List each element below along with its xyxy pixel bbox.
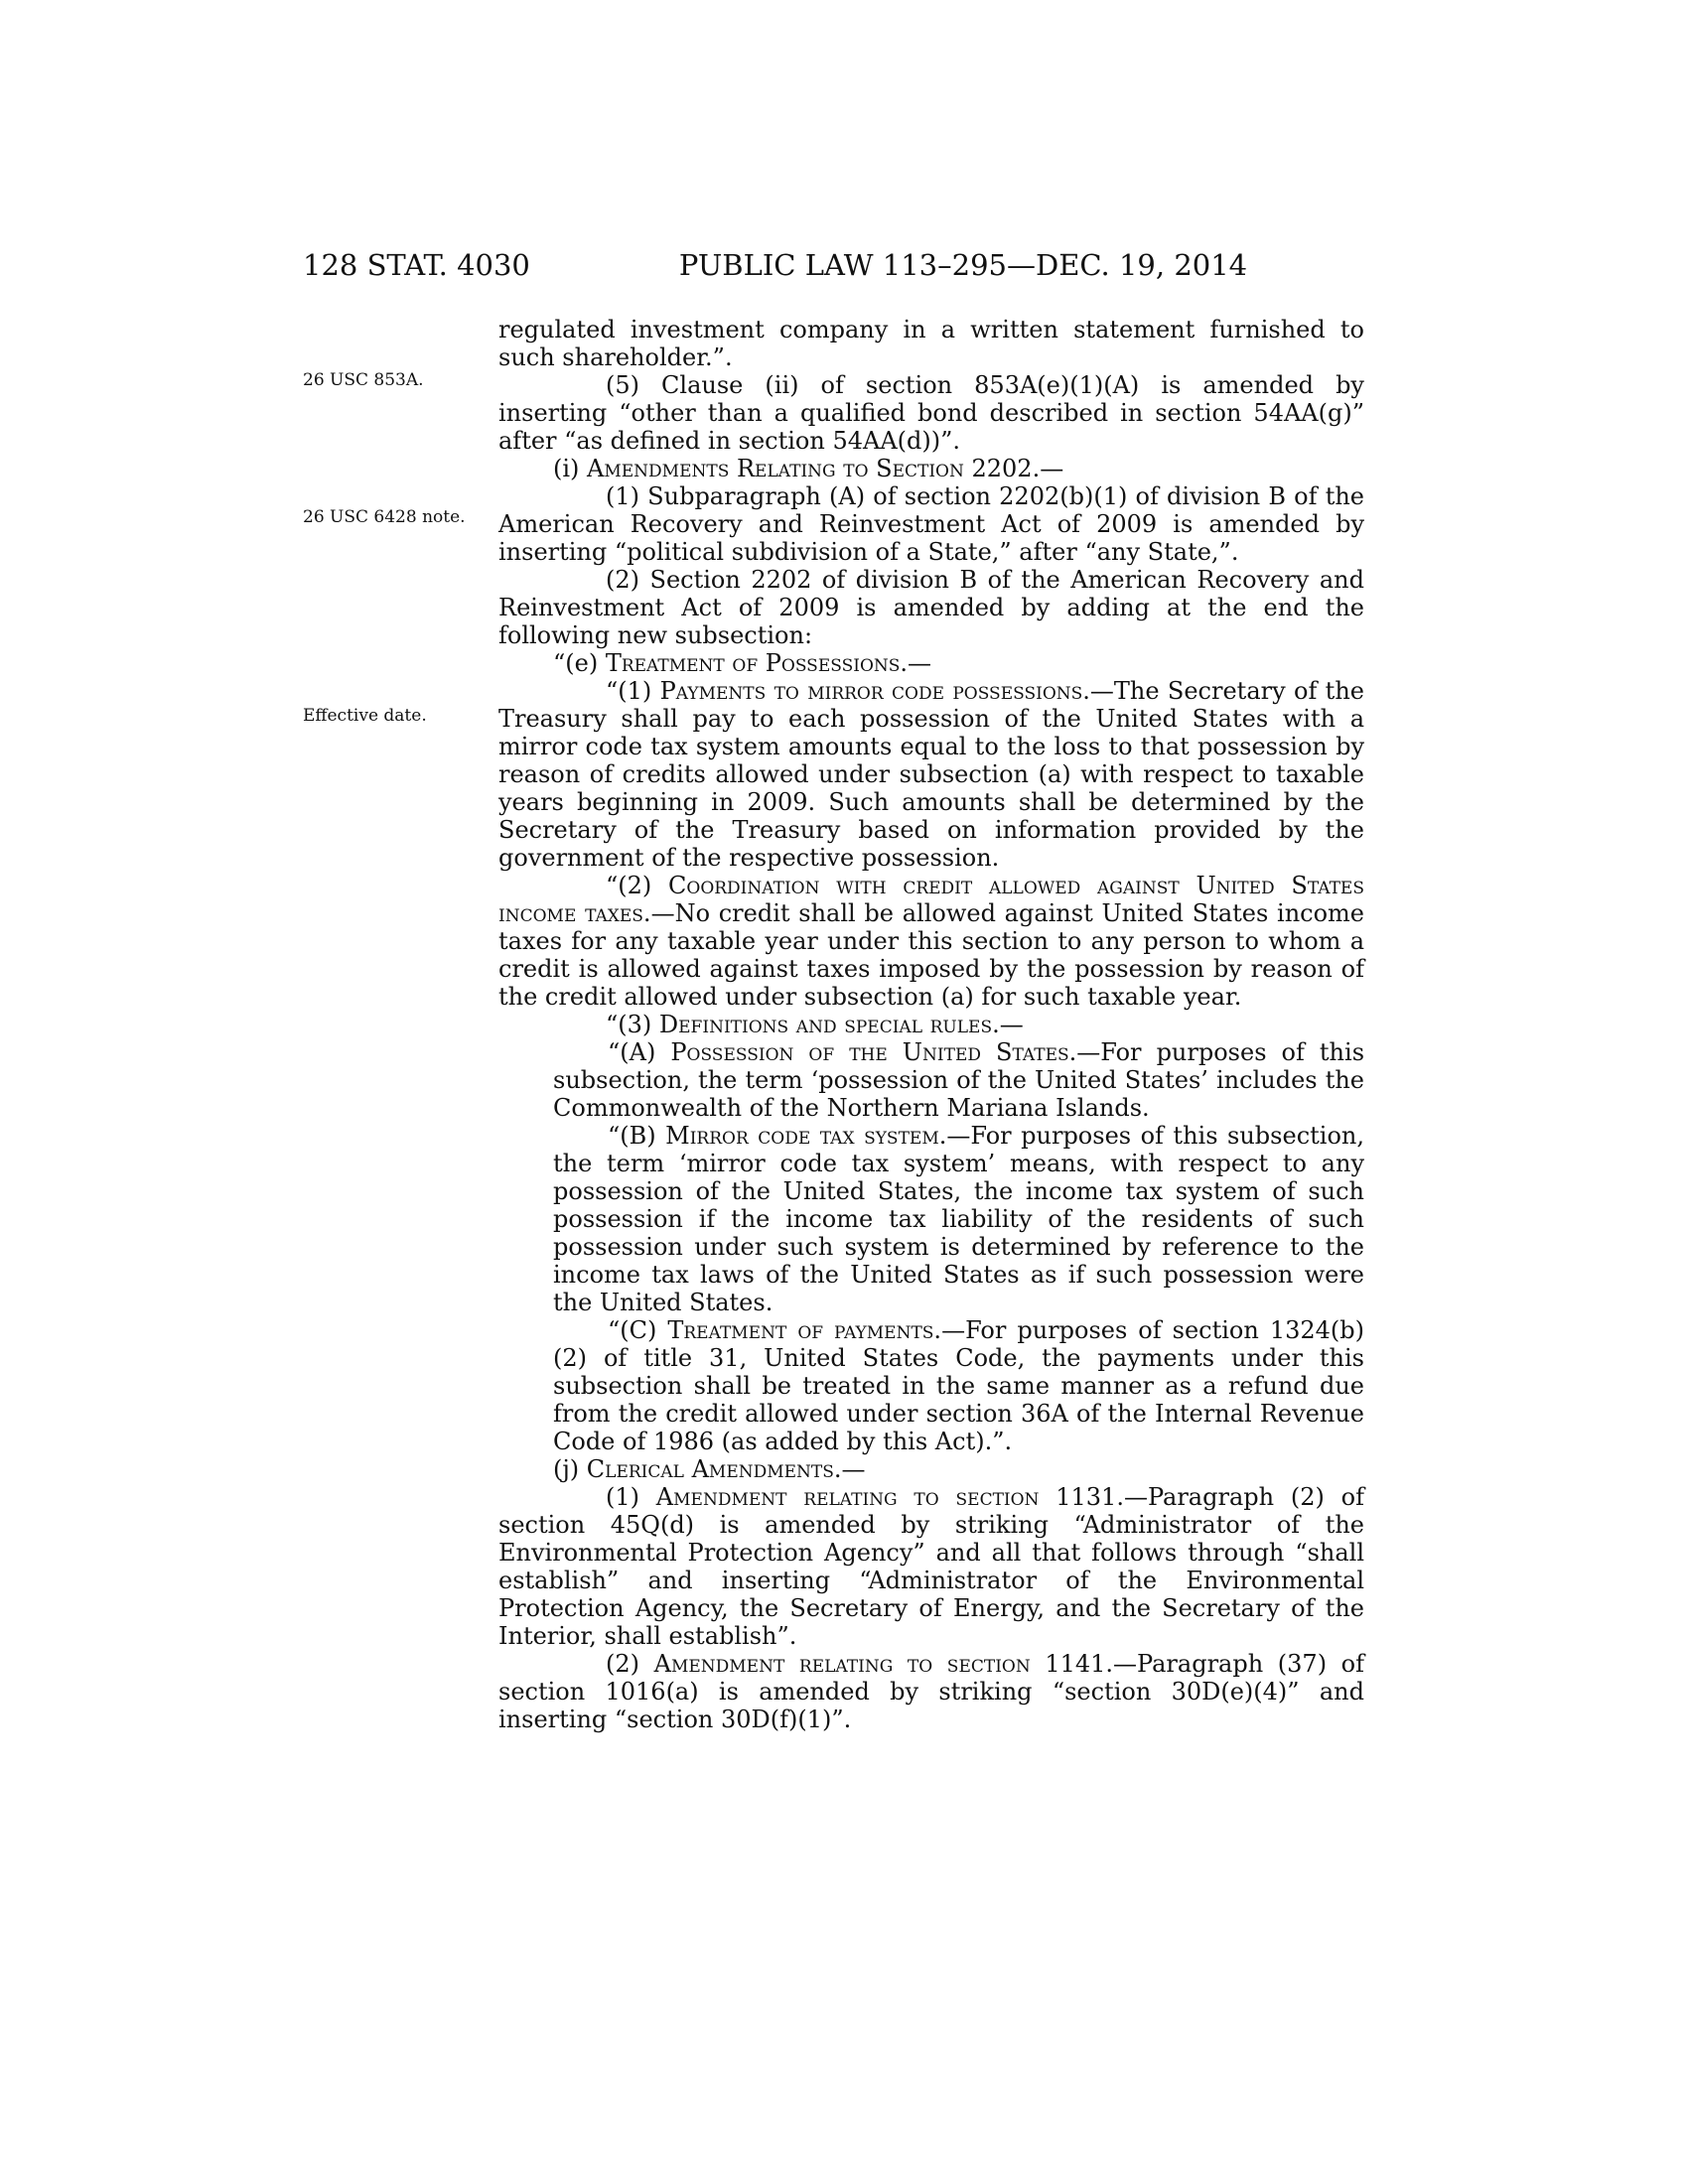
margin-note-effective-date: Effective date. (303, 706, 427, 726)
subsection-i-heading: (i) Amendments Relating to Section 2202.— (553, 455, 1064, 482)
document-body (498, 316, 1364, 1733)
page-stat-citation: 128 STAT. 4030 (303, 248, 530, 282)
paragraph-e-2: “(2) Coordination with credit allowed against United States income taxes.—No credit shall be allowed against United States income taxes for any taxable year under this section to any person to whom a credit is allowed against taxes imposed by the possession by reason of the credit allowed under subsection (a) for such taxable year. (498, 872, 1365, 1011)
margin-note-853a: 26 USC 853A. (303, 370, 424, 390)
subparagraph-b: “(B) Mirror code tax system.—For purposes of this subsection, the term ‘mirror code tax system’ means, with respect to any possession of the United States, the income tax system of such possession if the income tax liability of the residents of such possession under such system is determined by reference to the income tax laws of the United States as if such possession were the United States. (553, 1122, 1364, 1316)
page-title: PUBLIC LAW 113–295—DEC. 19, 2014 (678, 248, 1248, 282)
paragraph-continuation: regulated investment company in a written statement furnished to such shareholder.”. (498, 316, 1364, 371)
subsection-e-heading: “(e) Treatment of Possessions.— (553, 649, 932, 677)
subparagraph-a: “(A) Possession of the United States.—For purposes of this subsection, the term ‘possession of the United States’ includes the Commonwealth of the Northern Mariana Islands. (553, 1038, 1365, 1122)
paragraph-i-1: (1) Subparagraph (A) of section 2202(b)(1) of division B of the American Recovery and Reinvestment Act of 2009 is amended by inserting “political subdivision of a State,” after “any State,”. (498, 482, 1364, 566)
margin-note-6428: 26 USC 6428 note. (303, 507, 466, 527)
paragraph-j-2: (2) Amendment relating to section 1141.—Paragraph (37) of section 1016(a) is amended by striking “section 30D(e)(4)” and inserting “section 30D(f)(1)”. (498, 1650, 1365, 1733)
paragraph-j-1: (1) Amendment relating to section 1131.—Paragraph (2) of section 45Q(d) is amended by striking “Administrator of the Environmental Protection Agency” and all that follows through “shall establish” and inserting “Administrator of the Environmental Protection Agency, the Secretary of Energy, and the Secretary of the Interior, shall establish”. (498, 1483, 1365, 1650)
paragraph-e-3: “(3) Definitions and special rules.— (606, 1011, 1024, 1038)
subparagraph-c: “(C) Treatment of payments.—For purposes of section 1324(b)(2) of title 31, United States Code, the payments under this subsection shall be treated in the same manner as a refund due from the credit allowed under section 36A of the Internal Revenue Code of 1986 (as added by this Act).”. (553, 1316, 1364, 1455)
subsection-j-heading: (j) Clerical Amendments.— (553, 1455, 866, 1483)
paragraph-i-2: (2) Section 2202 of division B of the American Recovery and Reinvestment Act of 2009 is amended by adding at the end the following new subsection: (498, 566, 1364, 649)
paragraph-clause-5: (5) Clause (ii) of section 853A(e)(1)(A) is amended by inserting “other than a qualified bond described in section 54AA(g)” after “as defined in section 54AA(d))”. (498, 371, 1364, 455)
paragraph-e-1: “(1) Payments to mirror code possessions.—The Secretary of the Treasury shall pay to each possession of the United States with a mirror code tax system amounts equal to the loss to that possession by reason of credits allowed under subsection (a) with respect to taxable years beginning in 2009. Such amounts shall be determined by the Secretary of the Treasury based on information provided by the government of the respective possession. (498, 677, 1364, 872)
